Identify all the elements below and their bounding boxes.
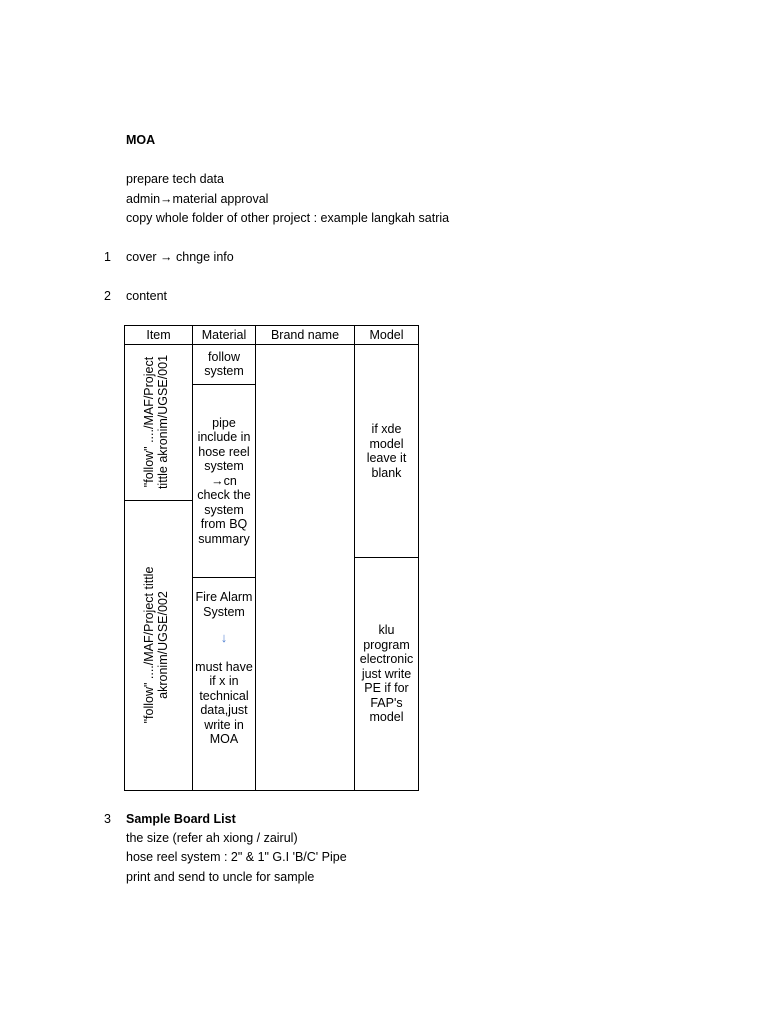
step-line: hose reel system : 2" & 1" G.I 'B/C' Pipe xyxy=(126,850,347,864)
down-arrow-icon: ↓ xyxy=(220,630,228,645)
table-header-brand-name: Brand name xyxy=(270,327,340,342)
item-cell-002: "follow" ..../MAF/Project tittle akronim/UGSE/002 xyxy=(142,566,170,724)
step-text: content xyxy=(126,289,168,303)
intro-line: prepare tech data xyxy=(126,172,224,186)
table-header-item: Item xyxy=(146,327,171,342)
model-cell-1: if xde model leave it blank xyxy=(366,422,407,480)
step-line: the size (refer ah xiong / zairul) xyxy=(126,831,298,845)
step-text: cover → chnge info xyxy=(126,250,234,264)
intro-line: copy whole folder of other project : example langkah satria xyxy=(126,211,450,225)
material-cell-fire-alarm: Fire Alarm System ↓ must have if x in technical data,just write in MOA xyxy=(193,590,255,747)
model-cell-2: klu program electronic just write PE if for FAP's model xyxy=(359,623,414,725)
intro-line: admin→material approval xyxy=(126,192,269,206)
step-number: 1 xyxy=(104,250,111,264)
table-header-material: Material xyxy=(201,327,247,342)
material-cell-pipe: pipe include in hose reel system →cn check the system from BQ summary xyxy=(197,415,251,546)
document-title: MOA xyxy=(126,133,156,147)
step-number: 2 xyxy=(104,289,111,303)
material-cell-follow-system: follow system xyxy=(204,349,244,378)
step-number: 3 xyxy=(104,812,111,826)
item-cell-001: "follow" ..../MAF/Project tittle akronim/UGSE/001 xyxy=(142,354,170,490)
section-heading: Sample Board List xyxy=(126,812,236,826)
table-header-model: Model xyxy=(369,327,404,342)
step-line: print and send to uncle for sample xyxy=(126,870,315,884)
